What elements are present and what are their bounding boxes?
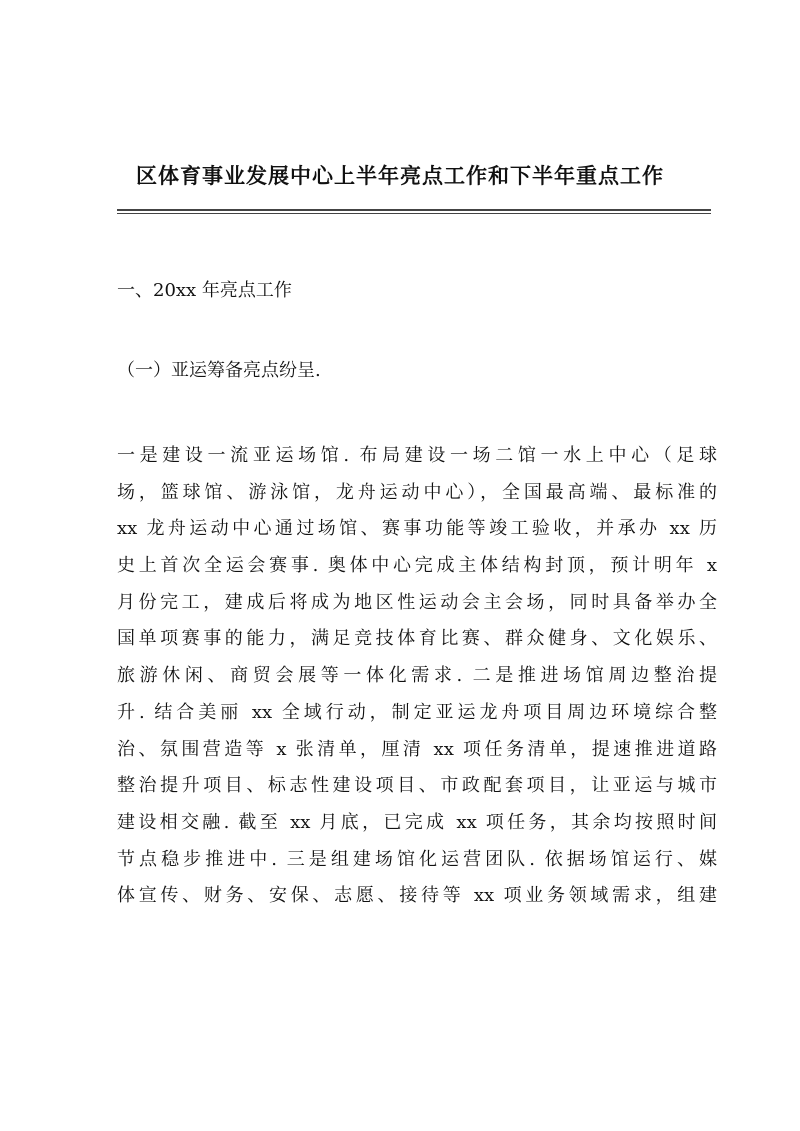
document-title: 区体育事业发展中心上半年亮点工作和下半年重点工作 (136, 163, 664, 188)
paragraph-line: 节点稳步推进中. 三是组建场馆化运营团队. 依据场馆运行、媒 (117, 848, 717, 870)
paragraph-line: 升. 结合美丽 xx 全域行动，制定亚运龙舟项目周边环境综合整 (117, 701, 717, 723)
paragraph-line: 建设相交融. 截至 xx 月底，已完成 xx 项任务，其余均按照时间 (117, 811, 717, 833)
paragraph-line: 场，篮球馆、游泳馆，龙舟运动中心），全国最高端、最标准的 (117, 481, 717, 503)
paragraph-line: xx 龙舟运动中心通过场馆、赛事功能等竣工验收，并承办 xx 历 (117, 518, 717, 540)
paragraph-line: 整治提升项目、标志性建设项目、市政配套项目，让亚运与城市 (117, 775, 717, 797)
paragraph-line: 旅游休闲、商贸会展等一体化需求. 二是推进场馆周边整治提 (117, 665, 717, 687)
paragraph-line: 史上首次全运会赛事. 奥体中心完成主体结构封顶，预计明年 x (117, 555, 717, 577)
paragraph-line: 月份完工，建成后将成为地区性运动会主会场，同时具备举办全 (117, 591, 717, 613)
title-divider (117, 209, 711, 214)
paragraph-line: 国单项赛事的能力，满足竞技体育比赛、群众健身、文化娱乐、 (117, 628, 717, 650)
paragraph-line: 一是建设一流亚运场馆. 布局建设一场二馆一水上中心（足球 (117, 445, 717, 466)
subsection-heading: （一）亚运筹备亮点纷呈. (117, 360, 321, 381)
section-heading: 一、20xx 年亮点工作 (117, 280, 292, 301)
paragraph-line: 治、氛围营造等 x 张清单，厘清 xx 项任务清单，提速推进道路 (117, 738, 717, 760)
body-paragraph (117, 438, 717, 915)
paragraph-line: 体宣传、财务、安保、志愿、接待等 xx 项业务领域需求，组建 (117, 885, 717, 907)
